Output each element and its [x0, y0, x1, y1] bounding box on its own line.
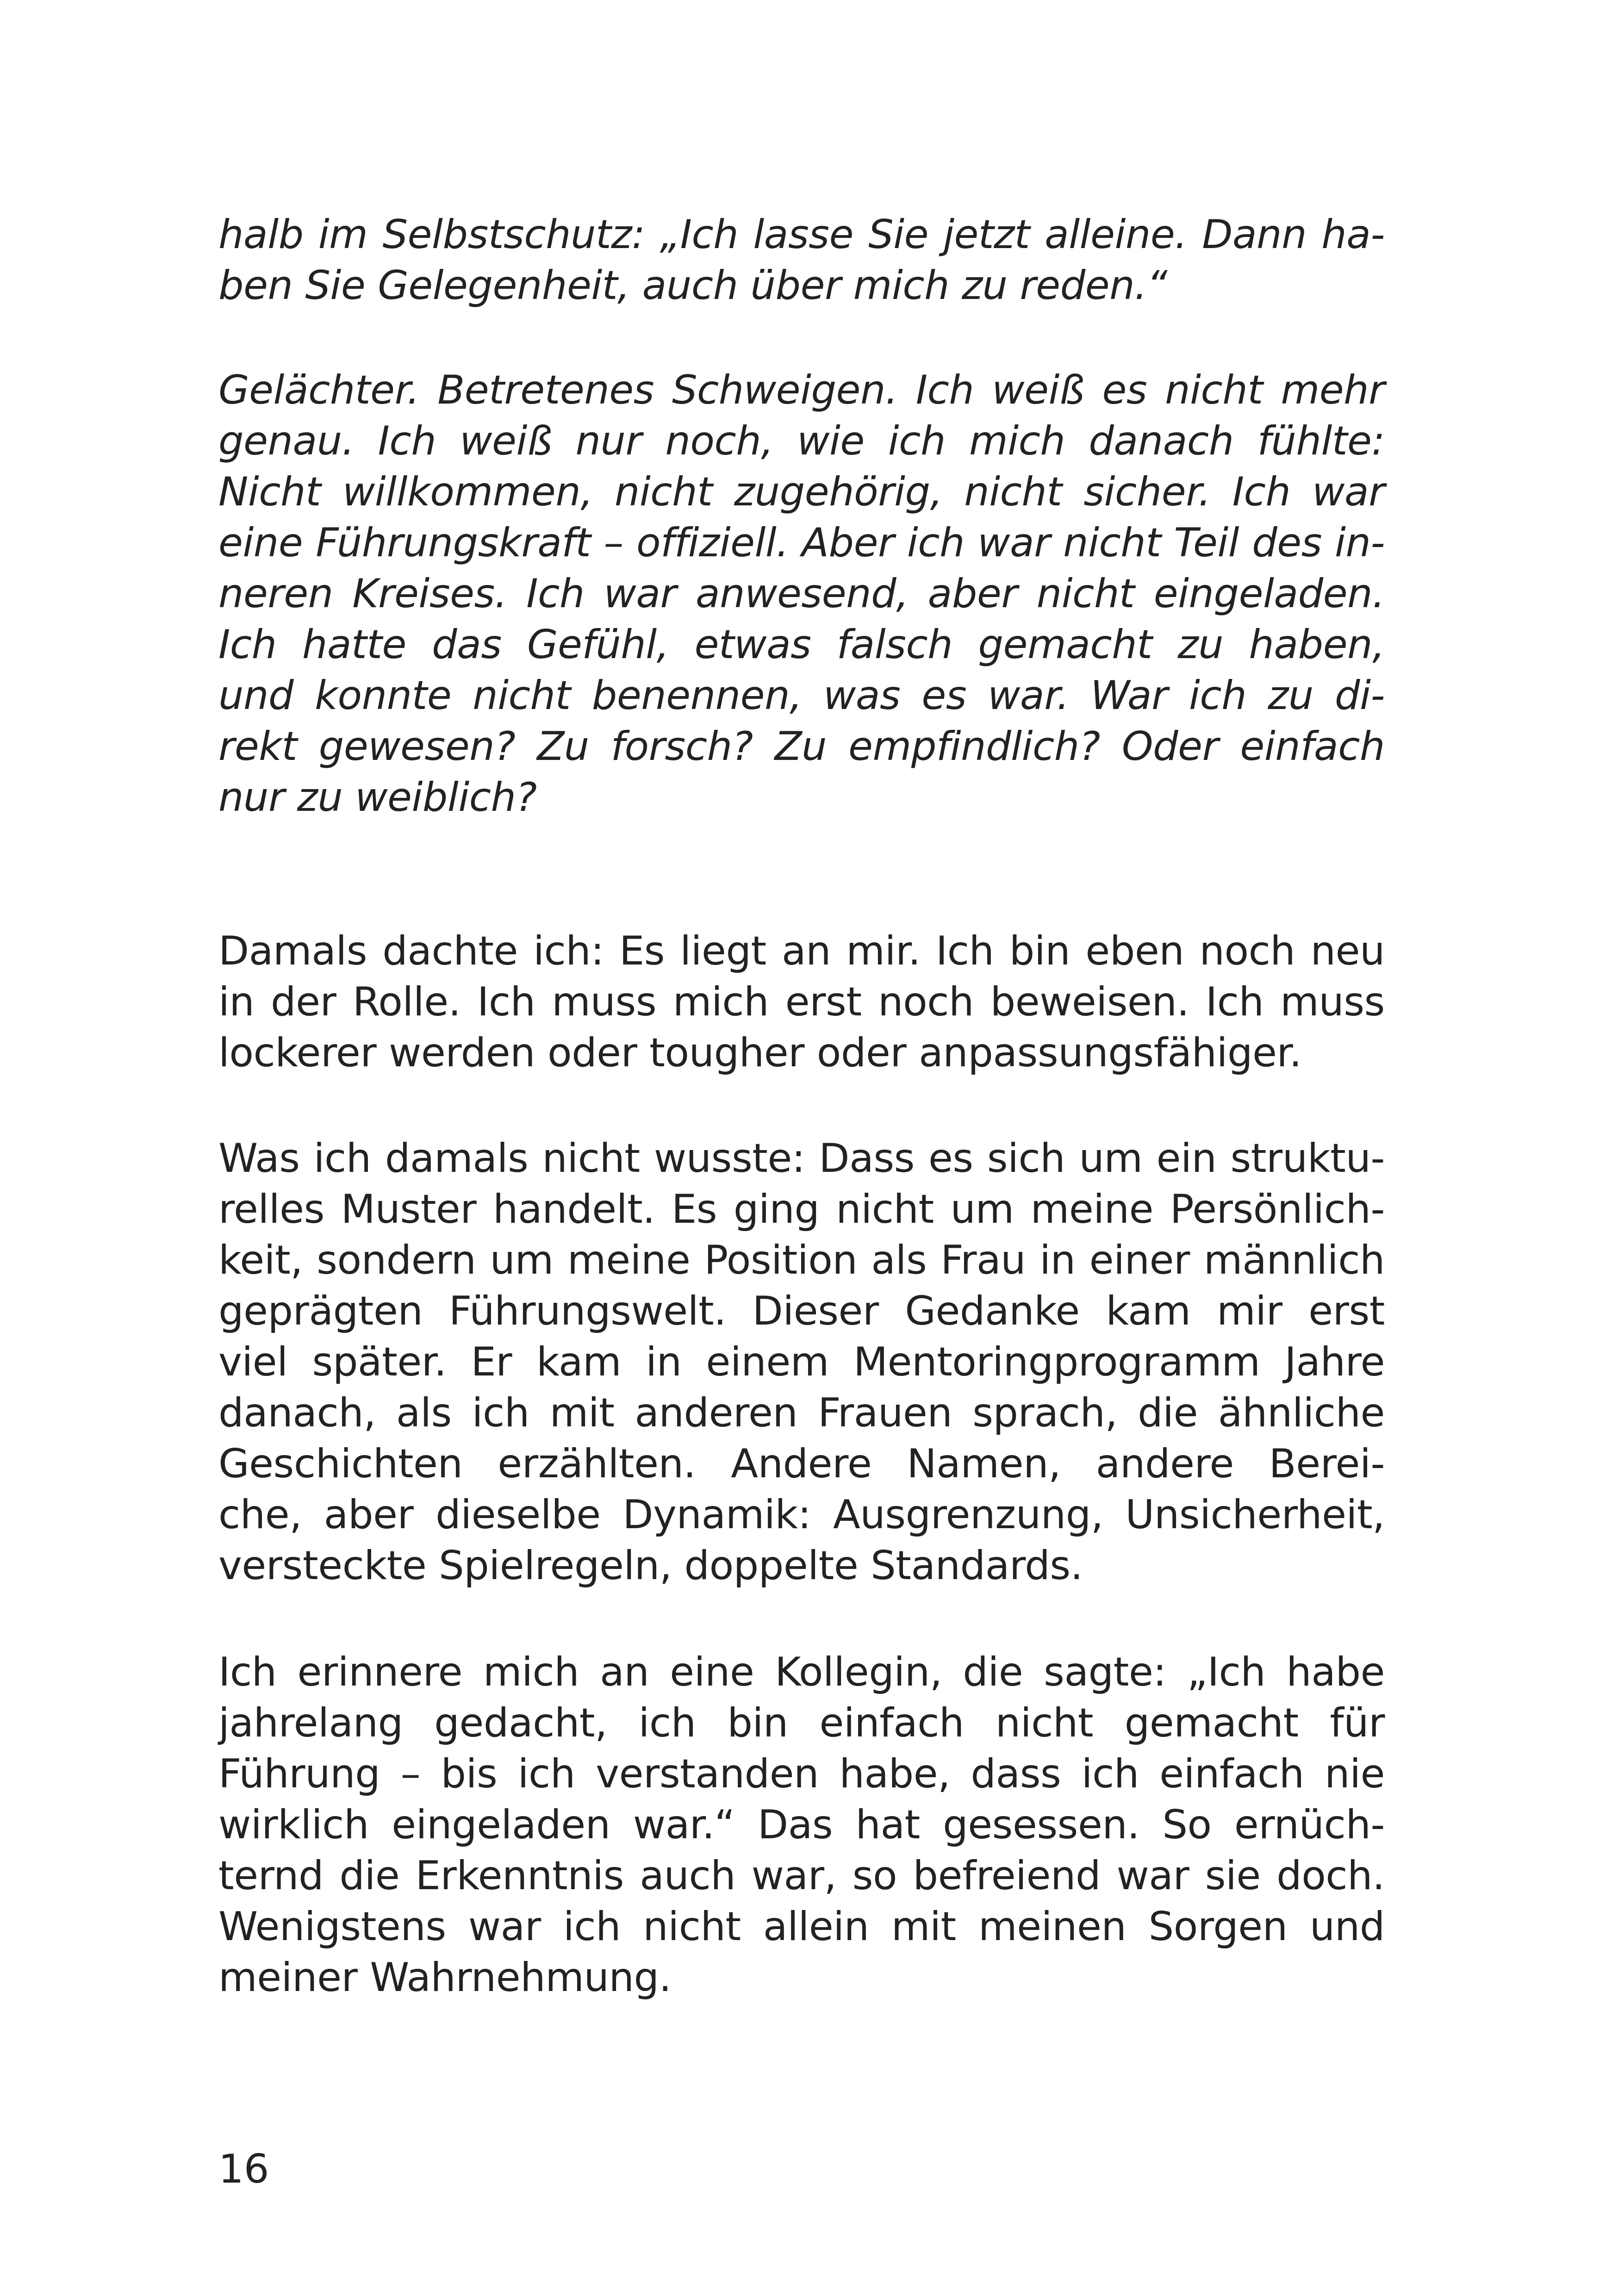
text-line: wirklich eingeladen war.“ Das hat gesessen. So ernüch-	[218, 1802, 1385, 1848]
text-line: meiner Wahrnehmung.	[218, 1954, 672, 2001]
text-line: Damals dachte ich: Es liegt an mir. Ich bin eben noch neu	[218, 928, 1385, 974]
page-number: 16	[218, 2146, 269, 2192]
text-line: Nicht willkommen, nicht zugehörig, nicht sicher. Ich war	[218, 469, 1385, 515]
text-line: ternd die Erkenntnis auch war, so befreiend war sie doch.	[218, 1853, 1385, 1899]
text-line: Führung – bis ich verstanden habe, dass ich einfach nie	[218, 1751, 1385, 1797]
text-line: genau. Ich weiß nur noch, wie ich mich danach fühlte:	[218, 418, 1385, 464]
text-line: che, aber dieselbe Dynamik: Ausgrenzung, Unsicherheit,	[218, 1492, 1385, 1538]
text-line: keit, sondern um meine Position als Frau in einer männlich	[218, 1237, 1385, 1283]
text-line: lockerer werden oder tougher oder anpassungsfähiger.	[218, 1030, 1302, 1076]
text-line: Ich erinnere mich an eine Kollegin, die sagte: „Ich habe	[218, 1649, 1385, 1695]
text-line: Ich hatte das Gefühl, etwas falsch gemacht zu haben,	[218, 622, 1385, 668]
text-line: Geschichten erzählten. Andere Namen, andere Berei-	[218, 1441, 1385, 1487]
text-line: eine Führungskraft – offiziell. Aber ich war nicht Teil des in-	[218, 520, 1385, 566]
text-line: geprägten Führungswelt. Dieser Gedanke kam mir erst	[218, 1288, 1385, 1334]
text-line: viel später. Er kam in einem Mentoringprogramm Jahre	[218, 1339, 1385, 1385]
text-line: Was ich damals nicht wusste: Dass es sich um ein struktu-	[218, 1135, 1385, 1182]
text-line: ben Sie Gelegenheit, auch über mich zu reden.“	[218, 262, 1168, 309]
text-line: relles Muster handelt. Es ging nicht um meine Persönlich-	[218, 1186, 1385, 1232]
text-line: und konnte nicht benennen, was es war. War ich zu di-	[218, 672, 1385, 719]
text-line: Wenigstens war ich nicht allein mit meinen Sorgen und	[218, 1904, 1385, 1950]
text-line: Gelächter. Betretenes Schweigen. Ich weiß es nicht mehr	[218, 367, 1385, 413]
text-line: danach, als ich mit anderen Frauen sprach, die ähnliche	[218, 1390, 1385, 1436]
text-line: halb im Selbstschutz: „Ich lasse Sie jetzt alleine. Dann ha-	[218, 212, 1385, 258]
text-line: jahrelang gedacht, ich bin einfach nicht gemacht für	[218, 1700, 1385, 1746]
text-line: nur zu weiblich?	[218, 774, 537, 821]
text-line: rekt gewesen? Zu forsch? Zu empfindlich? Oder einfach	[218, 723, 1385, 770]
text-line: neren Kreises. Ich war anwesend, aber nicht eingeladen.	[218, 571, 1385, 617]
text-line: versteckte Spielregeln, doppelte Standards.	[218, 1543, 1083, 1589]
text-line: in der Rolle. Ich muss mich erst noch beweisen. Ich muss	[218, 979, 1385, 1025]
